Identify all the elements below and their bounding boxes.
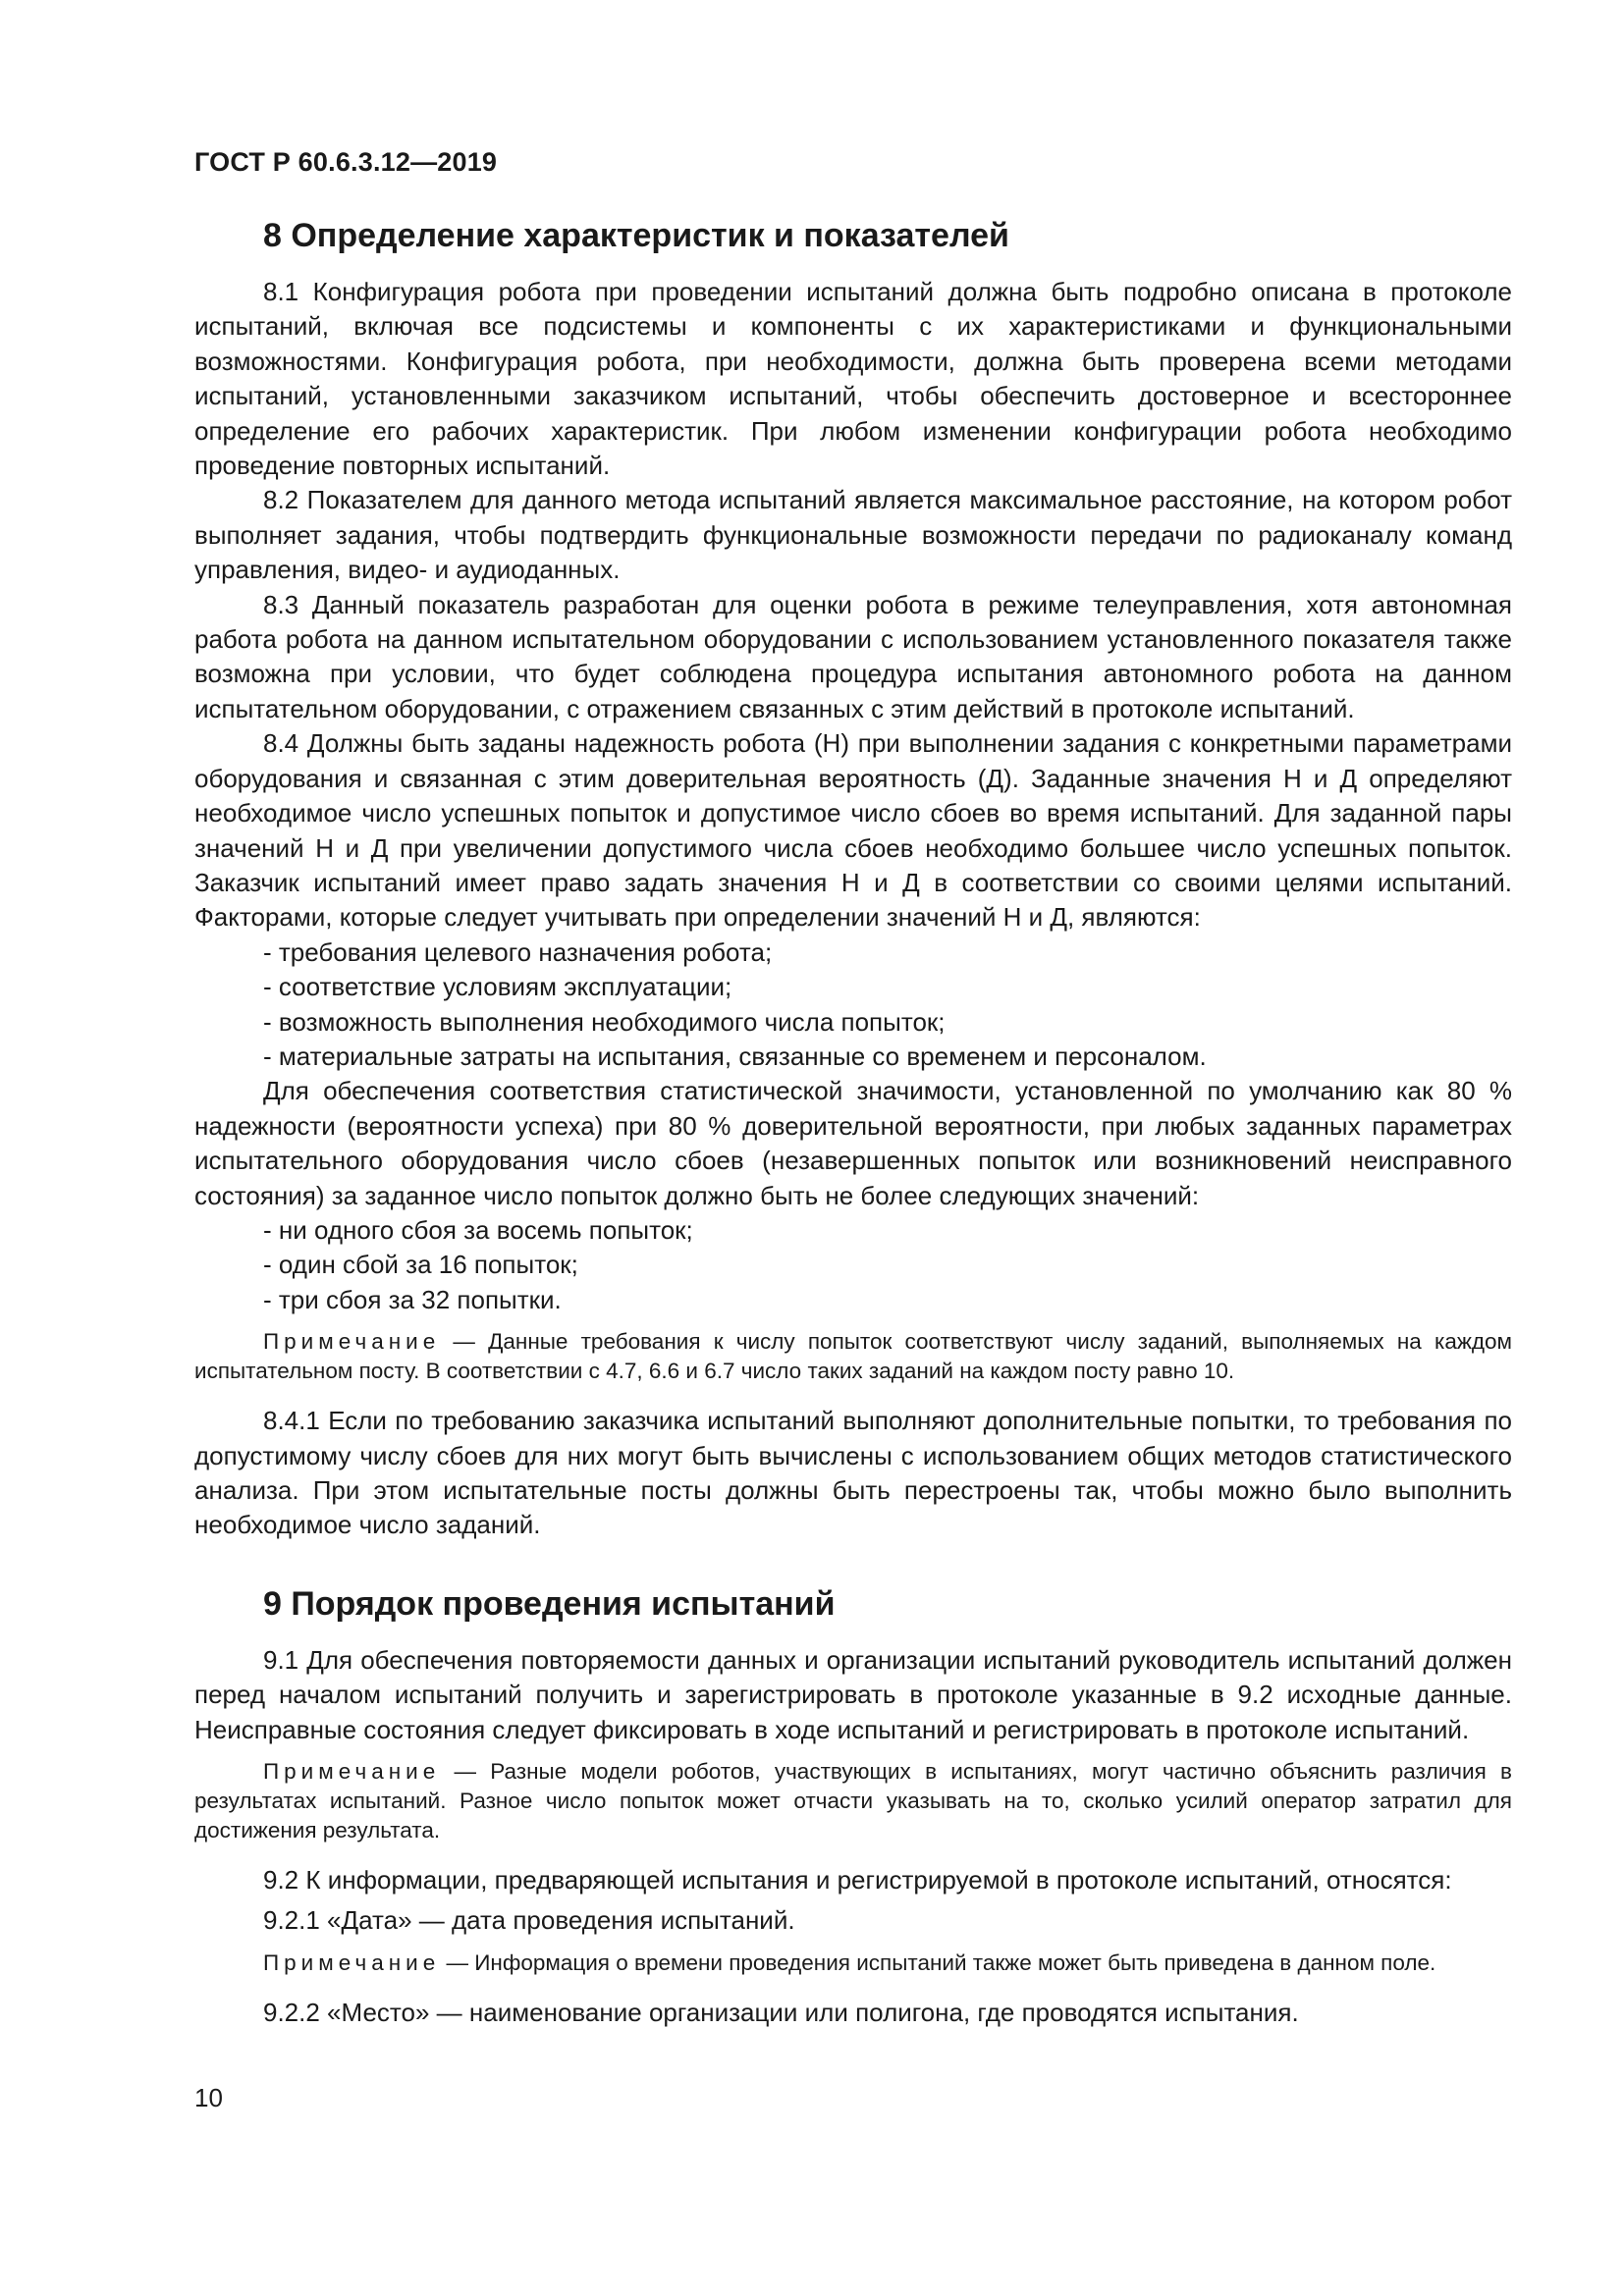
factor-list-item: - требования целевого назначения робота; bbox=[263, 936, 773, 967]
note-9-1 bbox=[194, 1757, 1512, 1845]
paragraph-9-2-2: 9.2.2 «Место» — наименование организации или полигона, где проводятся испытания. bbox=[263, 1997, 1299, 2027]
note-text: — Разные модели роботов, участвующих в испытаниях, могут частично объяснить различия в результатах испытаний. Разное число попыток может отчасти указывать на то, сколько усилий оператор затратил для достижения результата. bbox=[194, 1759, 1512, 1843]
paragraph-8-4: 8.4 Должны быть заданы надежность робота (Н) при выполнении задания с конкретными параметрами оборудования и связанная с этим доверительная вероятность (Д). Заданные значения Н и Д определяют необходимое число успешных попыток и допустимое число сбоев во время испытаний. Для заданной пары значений Н и Д при увеличении допустимого числа сбоев необходимо большее число успешных попыток. Заказчик испытаний имеет право задать значения Н и Д в соответствии со своими целями испытаний. Факторами, которые следует учитывать при определении значений Н и Д, являются: bbox=[194, 728, 1512, 933]
factor-list-item: - возможность выполнения необходимого числа попыток; bbox=[263, 1006, 946, 1037]
section-9-heading: 9 Порядок проведения испытаний bbox=[263, 1584, 836, 1623]
failure-limit-item: - ни одного сбоя за восемь попыток; bbox=[263, 1214, 693, 1245]
factor-list-item: - соответствие условиям эксплуатации; bbox=[263, 972, 732, 1002]
paragraph-8-4-1: 8.4.1 Если по требованию заказчика испытаний выполняют дополнительные попытки, то требования по допустимому числу сбоев для них могут быть вычислены с использованием общих методов статистического анализа. При этом испытательные посты должны быть перестроены так, чтобы можно было выполнить необходимое число заданий. bbox=[194, 1406, 1512, 1540]
failure-limit-item: - три сбоя за 32 попытки. bbox=[263, 1284, 562, 1314]
paragraph-8-2: 8.2 Показателем для данного метода испытаний является максимальное расстояние, на котором робот выполняет задания, чтобы подтвердить функциональные возможности передачи по радиоканалу команд управления, видео- и аудиоданных. bbox=[194, 485, 1512, 585]
note-label: Примечание bbox=[263, 1759, 441, 1785]
note-text: — Данные требования к числу попыток соответствуют числу заданий, выполняемых на каждом испытательном посту. В соответствии с 4.7, 6.6 и 6.7 число таких заданий на каждом посту равно 10. bbox=[194, 1329, 1512, 1384]
document-code: ГОСТ Р 60.6.3.12—2019 bbox=[194, 147, 498, 177]
paragraph-9-2-1: 9.2.1 «Дата» — дата проведения испытаний. bbox=[263, 1905, 795, 1936]
factor-list-item: - материальные затраты на испытания, связанные со временем и персоналом. bbox=[263, 1041, 1207, 1071]
note-label: Примечание bbox=[263, 1329, 441, 1355]
page-number: 10 bbox=[194, 2083, 223, 2112]
paragraph-8-3: 8.3 Данный показатель разработан для оценки робота в режиме телеуправления, хотя автономная работа робота на данном испытательном оборудовании с использованием установленного показателя также возможна при условии, что будет соблюдена процедура испытания автономного робота на данном испытательном оборудовании, с отражением связанных с этим действий в протоколе испытаний. bbox=[194, 589, 1512, 723]
note-label: Примечание bbox=[263, 1949, 441, 1975]
section-8-heading: 8 Определение характеристик и показателей bbox=[263, 217, 1009, 254]
paragraph-statistical-significance: Для обеспечения соответствия статистической значимости, установленной по умолчанию как 80 % надежности (вероятности успеха) при 80 % доверительной вероятности, при любых заданных параметрах испытательного оборудования число сбоев (незавершенных попыток или возникновений неисправного состояния) за заданное число попыток должно быть не более следующих значений: bbox=[194, 1076, 1512, 1210]
page-content bbox=[194, 214, 1512, 2030]
paragraph-9-2: 9.2 К информации, предваряющей испытания и регистрируемой в протоколе испытаний, относятся: bbox=[263, 1865, 1452, 1896]
note-text: — Информация о времени проведения испытаний также может быть приведена в данном поле. bbox=[440, 1949, 1436, 1975]
paragraph-8-1: 8.1 Конфигурация робота при проведении испытаний должна быть подробно описана в протоколе испытаний, включая все подсистемы и компоненты с их характеристиками и функциональными возможностями. Конфигурация робота, при необходимости, должна быть проверена всеми методами испытаний, установленными заказчиком испытаний, чтобы обеспечить достоверное и всестороннее определение его рабочих характеристик. При любом изменении конфигурации робота необходимо проведение повторных испытаний. bbox=[194, 277, 1512, 481]
note-8-4 bbox=[194, 1327, 1512, 1386]
note-9-2-1 bbox=[194, 1949, 1512, 1978]
failure-limit-item: - один сбой за 16 попыток; bbox=[263, 1250, 578, 1280]
paragraph-9-1: 9.1 Для обеспечения повторяемости данных и организации испытаний руководитель испытаний должен перед началом испытаний получить и зарегистрировать в протоколе указанные в 9.2 исходные данные. Неисправные состояния следует фиксировать в ходе испытаний и регистрировать в протоколе испытаний. bbox=[194, 1644, 1512, 1744]
